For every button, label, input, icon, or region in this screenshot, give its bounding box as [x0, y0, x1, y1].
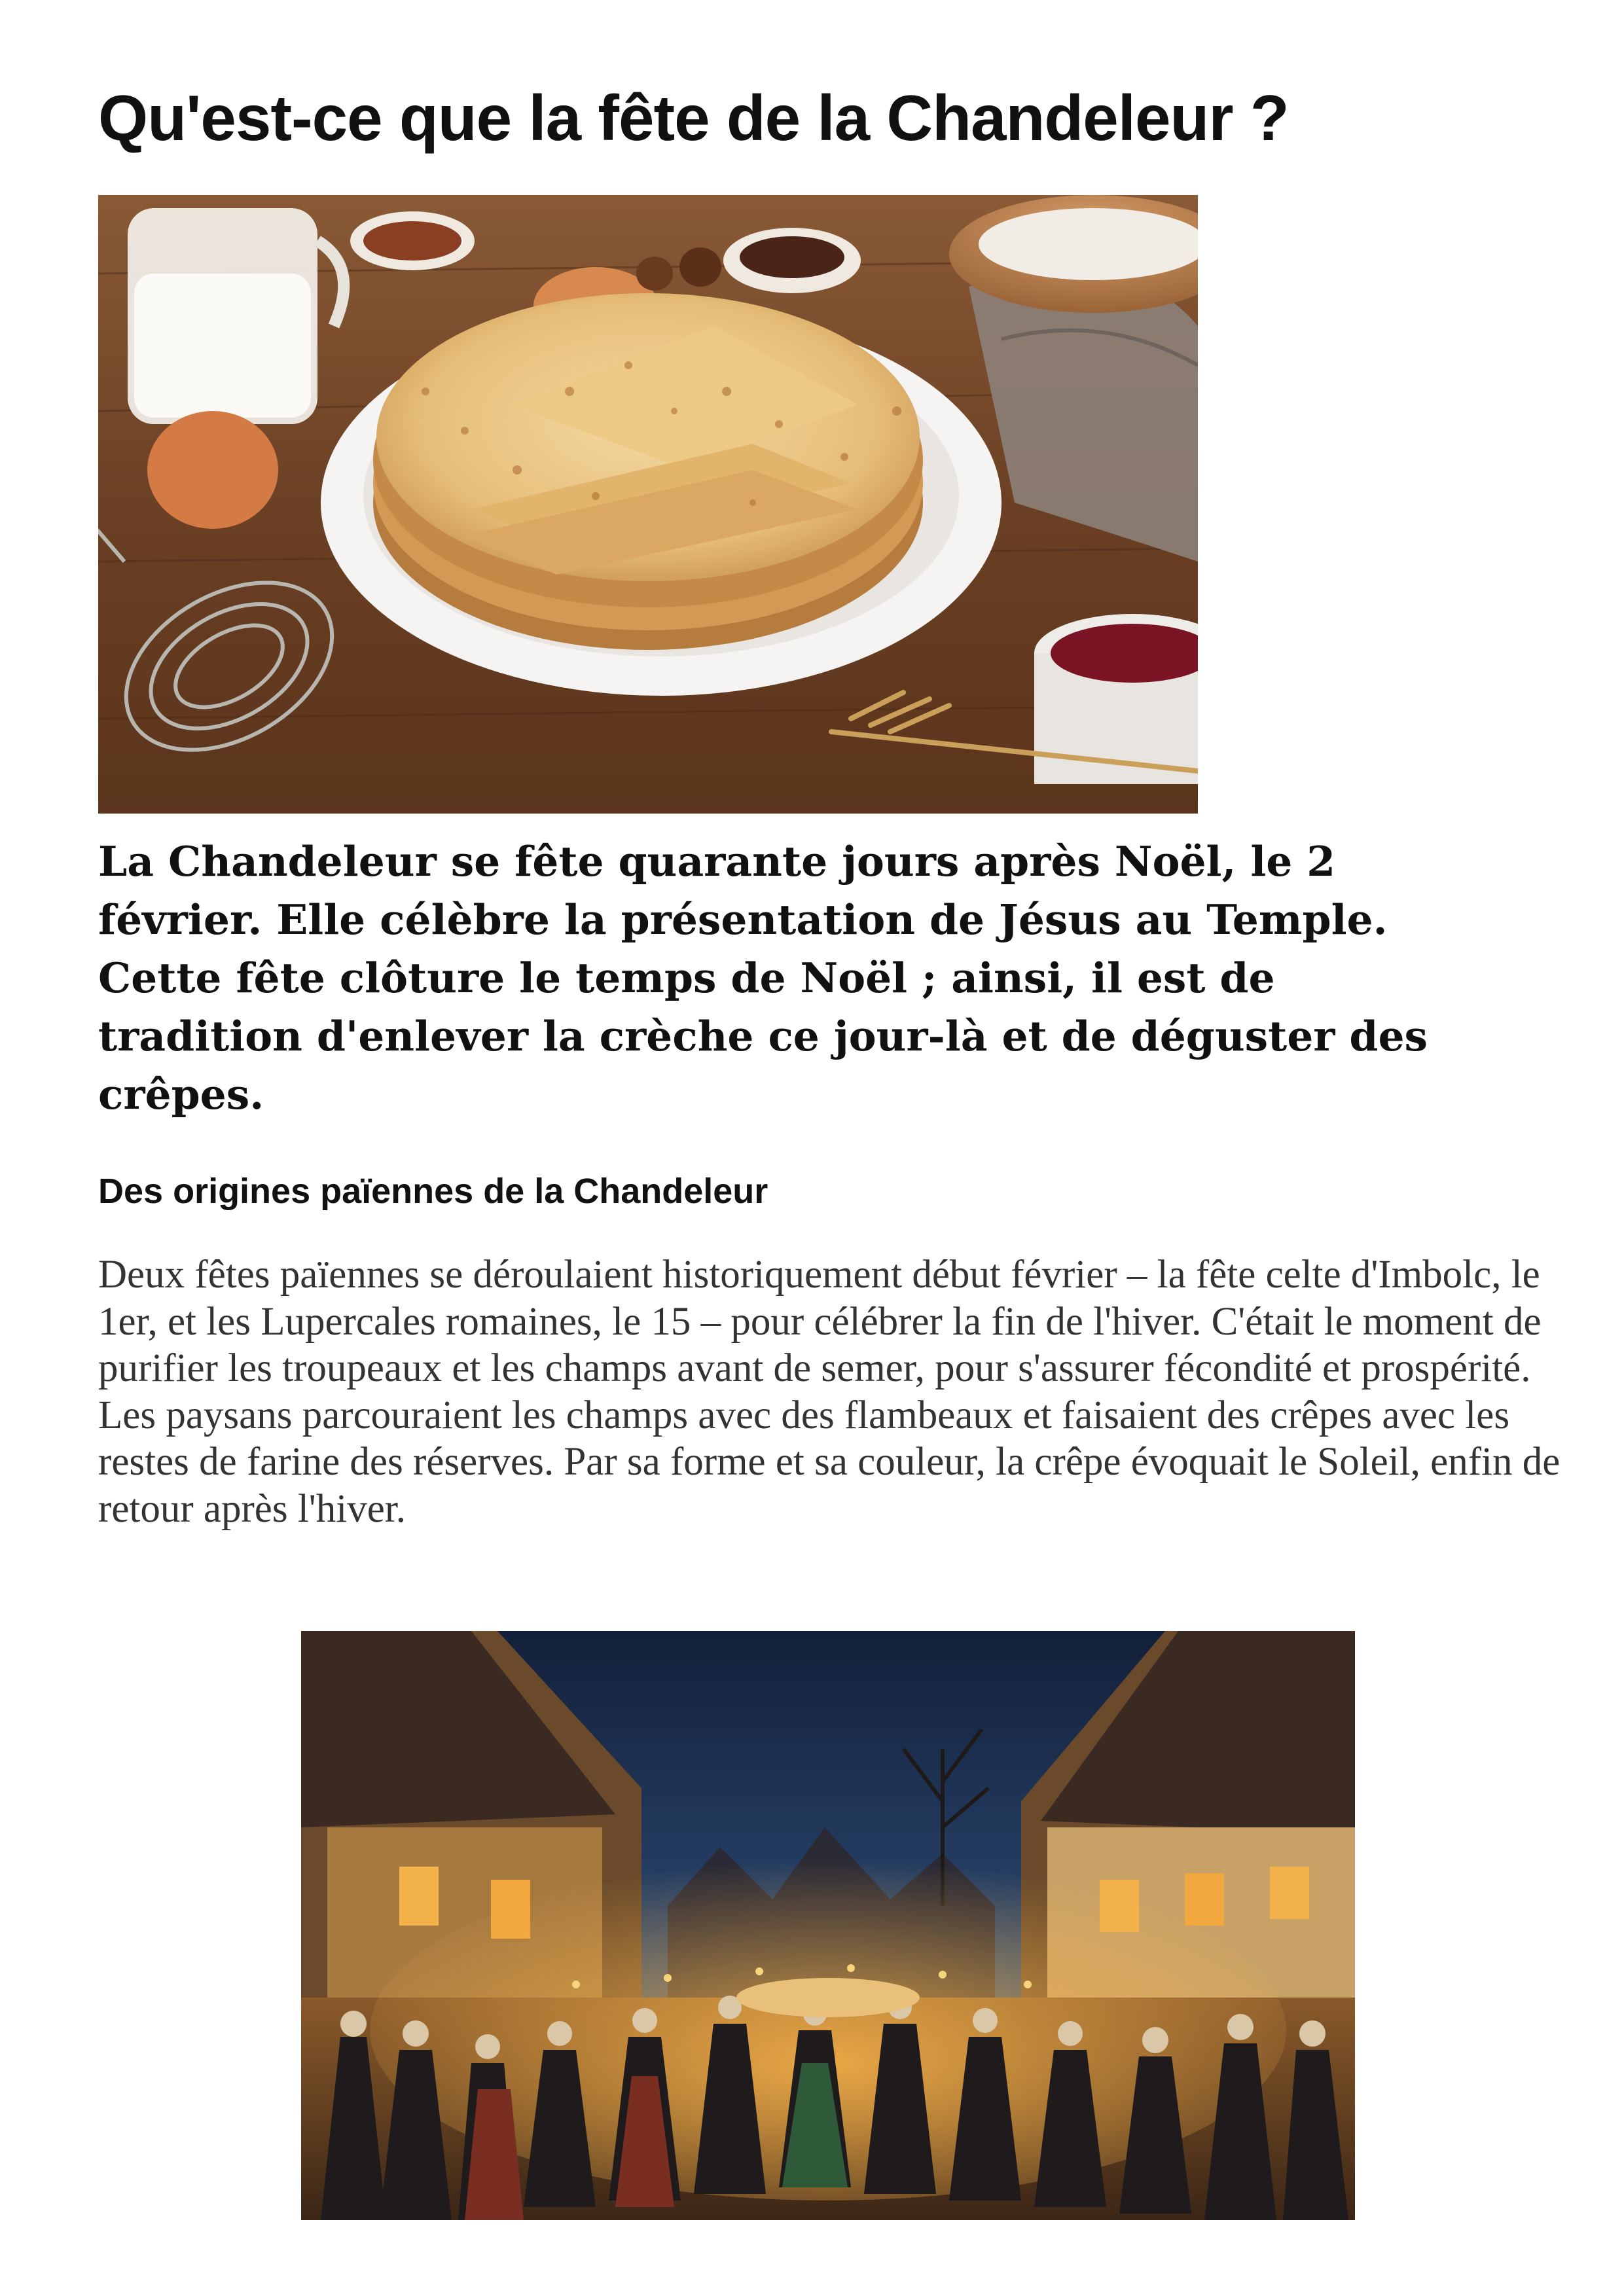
village-festival-illustration	[301, 1631, 1355, 2220]
page-title: Qu'est-ce que la fête de la Chandeleur ?	[98, 82, 1289, 154]
paragraph: Deux fêtes païennes se déroulaient historiquement début février – la fête celte d'Imbolc, le 1er, et les Lupercales romaines, le 15 – pour célébrer la fin de l'hiver. C'était le moment de purifier les troupeaux et les champs avant de semer, pour s'assurer fécondité et prospérité.	[98, 1253, 1542, 1390]
section-body	[98, 1251, 1564, 1532]
crepes-photo	[98, 195, 1198, 814]
paragraph: Les paysans parcouraient les champs avec des flambeaux et faisaient des crêpes avec les restes de farine des réserves. Par sa forme et sa couleur, la crêpe évoquait le Soleil, enfin de retour après l'hiver.	[98, 1393, 1561, 1531]
section-heading: Des origines païennes de la Chandeleur	[98, 1172, 768, 1211]
lead-paragraph: La Chandeleur se fête quarante jours après Noël, le 2 février. Elle célèbre la présentation de Jésus au Temple. Cette fête clôture le temps de Noël ; ainsi, il est de tradition d'enlever la crèche ce jour-là et de déguster des crêpes.	[98, 837, 1428, 1119]
